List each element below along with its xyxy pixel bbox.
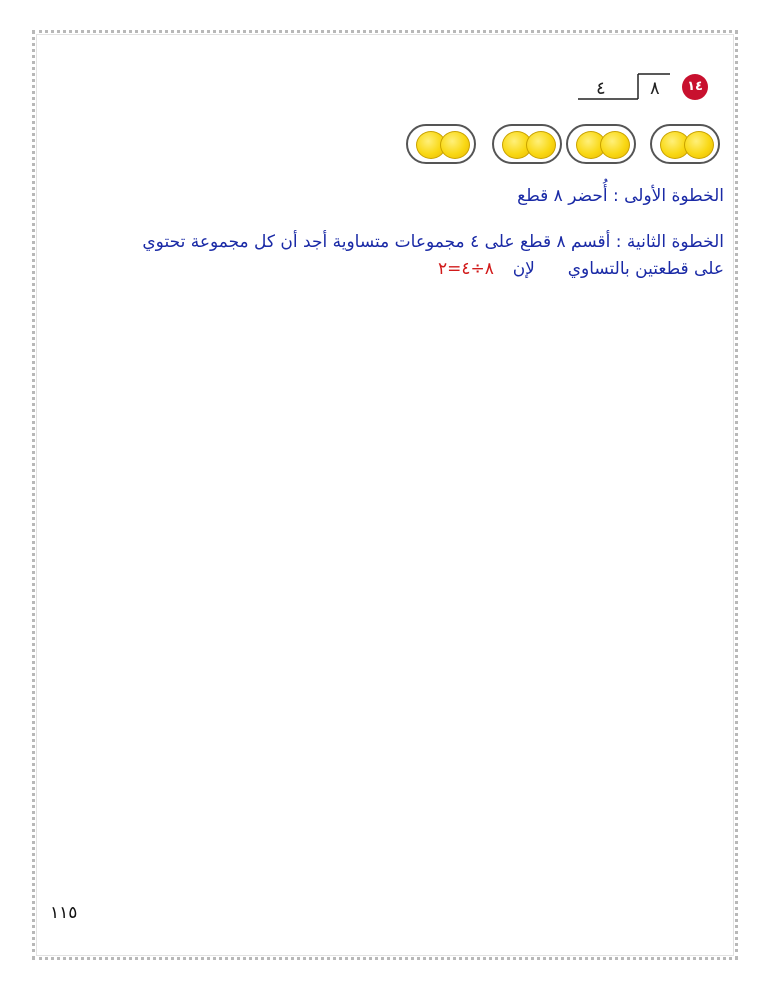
page-border (32, 30, 738, 960)
group-box (406, 124, 476, 164)
step-two-text: على قطعتين بالتساوي (567, 259, 724, 279)
group-box (492, 124, 562, 164)
group-box (650, 124, 720, 164)
because-word: لإن (512, 259, 535, 279)
page-number: ١١٥ (50, 903, 78, 923)
step-one: الخطوة الأولى : أُحضر ٨ قطع (517, 186, 724, 206)
division-problem (578, 72, 720, 106)
yellow-piece (684, 131, 714, 159)
group-box (566, 124, 636, 164)
divisor: ٤ (596, 78, 606, 99)
step-two-line-2 (438, 259, 724, 279)
yellow-piece (440, 131, 470, 159)
piece-groups (406, 124, 724, 168)
yellow-piece (526, 131, 556, 159)
dividend: ٨ (650, 78, 660, 99)
problem-number-badge: ١٤ (682, 74, 708, 100)
step-two-line-1: الخطوة الثانية : أقسم ٨ قطع على ٤ مجموعات متساوية أجد أن كل مجموعة تحتوي (142, 232, 724, 252)
yellow-piece (600, 131, 630, 159)
division-equation: ٨÷٤=٢ (437, 259, 494, 279)
